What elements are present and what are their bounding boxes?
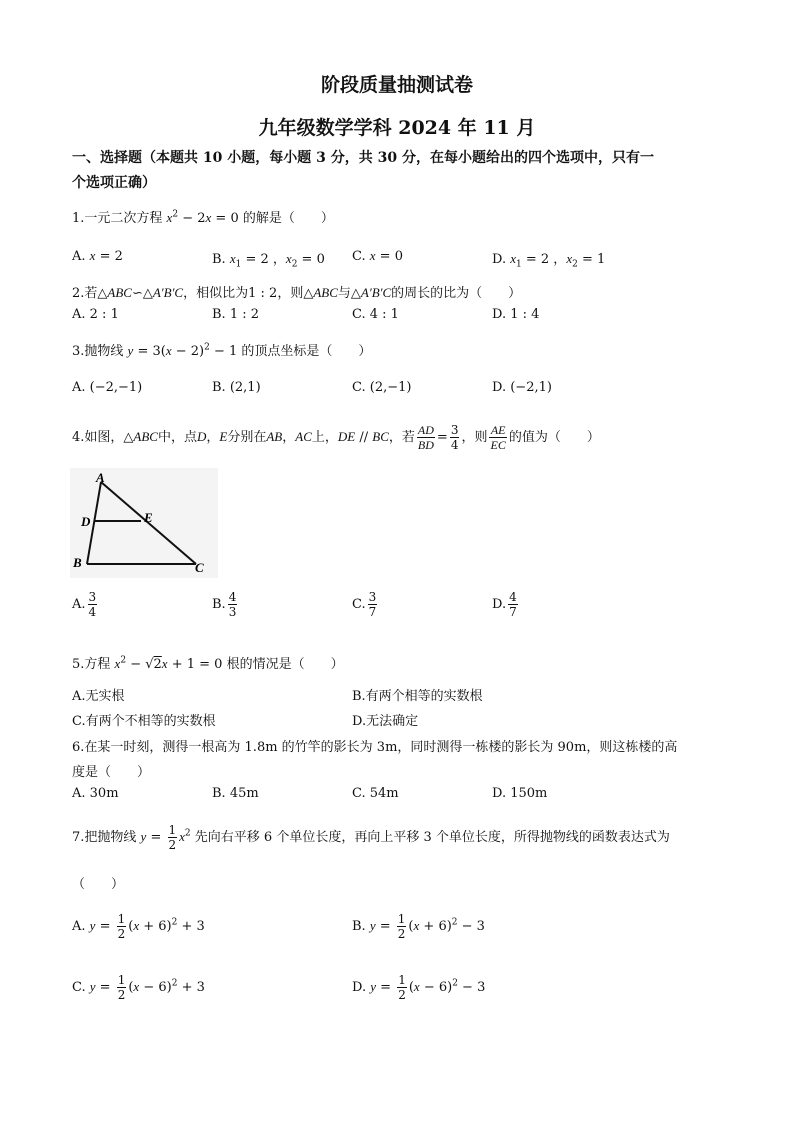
- page-subtitle: 九年级数学学科 2024 年 11 月: [258, 117, 536, 139]
- label-a: A: [96, 470, 105, 485]
- q6-option-c[interactable]: C. 54m: [352, 786, 399, 801]
- q3-option-b[interactable]: B. (2,1): [212, 380, 261, 395]
- label-e: E: [144, 510, 153, 525]
- q1-option-d[interactable]: D. $x_1 = 2$ ，$x_2 = 1$: [492, 251, 606, 270]
- question-2: 2.若△ABC∽△A′B′C，相似比为1 : 2，则△ABC与△A′B′C的周长的比为（ ）: [72, 285, 522, 301]
- q4-option-a[interactable]: A. $\frac{3}{4}$: [72, 590, 97, 619]
- q5-option-a[interactable]: A.无实根: [72, 689, 125, 704]
- q7-option-d[interactable]: D. y = $\frac{1}{2}$ $(x - 6)^2 - 3$: [352, 973, 486, 1002]
- q4-option-d[interactable]: D. $\frac{4}{7}$: [492, 590, 517, 619]
- q7-option-a[interactable]: A. y = $\frac{1}{2}$ $(x + 6)^2 + 3$: [72, 912, 205, 941]
- q5-option-c[interactable]: C.有两个不相等的实数根: [72, 714, 216, 729]
- label-d: D: [81, 514, 91, 529]
- question-6: 6.在某一时刻，测得一根高为 1.8m 的竹竿的影长为 3m，同时测得一栋楼的影长为 90m，则这栋楼的高: [72, 740, 678, 755]
- q3-option-c[interactable]: C. (2,−1): [352, 380, 412, 395]
- label-b: B: [73, 555, 82, 570]
- page-title: 阶段质量抽测试卷: [320, 74, 473, 96]
- section-heading: 一、选择题（本题共 10 小题，每小题 3 分，共 30 分，在每小题给出的四个选项中，只有一: [72, 150, 654, 166]
- q2-option-b[interactable]: B. 1 : 2: [212, 307, 260, 322]
- question-7: 7.把抛物线 y = $\frac{1}{2}$ $x^2$ 先向右平移 6 个单位长度，再向上平移 3 个单位长度，所得抛物线的函数表达式为: [72, 823, 670, 852]
- q4-option-c[interactable]: C. $\frac{3}{7}$: [352, 590, 377, 619]
- q3-option-d[interactable]: D. (−2,1): [492, 380, 552, 395]
- question-1: 1.一元二次方程 $x^2 - 2x = 0$ 的解是（ ）: [72, 209, 334, 226]
- question-4: 4.如图，△ABC中，点D，E分别在AB，AC上，DE // BC，若 $\frac{AD}{BD}$ = $\frac{3}{4}$ ，则 $\frac{AE}{EC}$ 的值为（ ）: [72, 423, 600, 452]
- q1-option-b[interactable]: B. $x_1 = 2$ ，$x_2 = 0$: [212, 251, 325, 270]
- q1-option-c[interactable]: C. x = 0: [352, 248, 403, 264]
- question-5: 5.方程 $x^2 - √2x + 1 = 0$ 根的情况是（ ）: [72, 655, 344, 672]
- question-7-cont: （ ）: [72, 877, 125, 892]
- q4-option-b[interactable]: B. $\frac{4}{3}$: [212, 590, 237, 619]
- q2-option-c[interactable]: C. 4 : 1: [352, 307, 399, 322]
- q2-option-a[interactable]: A. 2 : 1: [72, 307, 119, 322]
- q6-option-b[interactable]: B. 45m: [212, 786, 259, 801]
- triangle-figure: [70, 468, 218, 578]
- q5-option-d[interactable]: D.无法确定: [352, 714, 419, 729]
- q7-option-b[interactable]: B. y = $\frac{1}{2}$ $(x + 6)^2 - 3$: [352, 912, 485, 941]
- q7-option-c[interactable]: C. y = $\frac{1}{2}$ $(x - 6)^2 + 3$: [72, 973, 205, 1002]
- question-3: 3.抛物线 $y = 3(x - 2)^2 - 1$ 的顶点坐标是（ ）: [72, 342, 372, 359]
- q2-option-d[interactable]: D. 1 : 4: [492, 307, 540, 322]
- q5-option-b[interactable]: B.有两个相等的实数根: [352, 689, 483, 704]
- q6-option-d[interactable]: D. 150m: [492, 786, 548, 801]
- q1-option-a[interactable]: A. x = 2: [72, 248, 123, 264]
- question-6-cont: 度是（ ）: [72, 765, 151, 780]
- q6-option-a[interactable]: A. 30m: [72, 786, 119, 801]
- label-c: C: [195, 560, 204, 575]
- q3-option-a[interactable]: A. (−2,−1): [72, 380, 143, 395]
- section-heading-cont: 个选项正确）: [72, 175, 156, 191]
